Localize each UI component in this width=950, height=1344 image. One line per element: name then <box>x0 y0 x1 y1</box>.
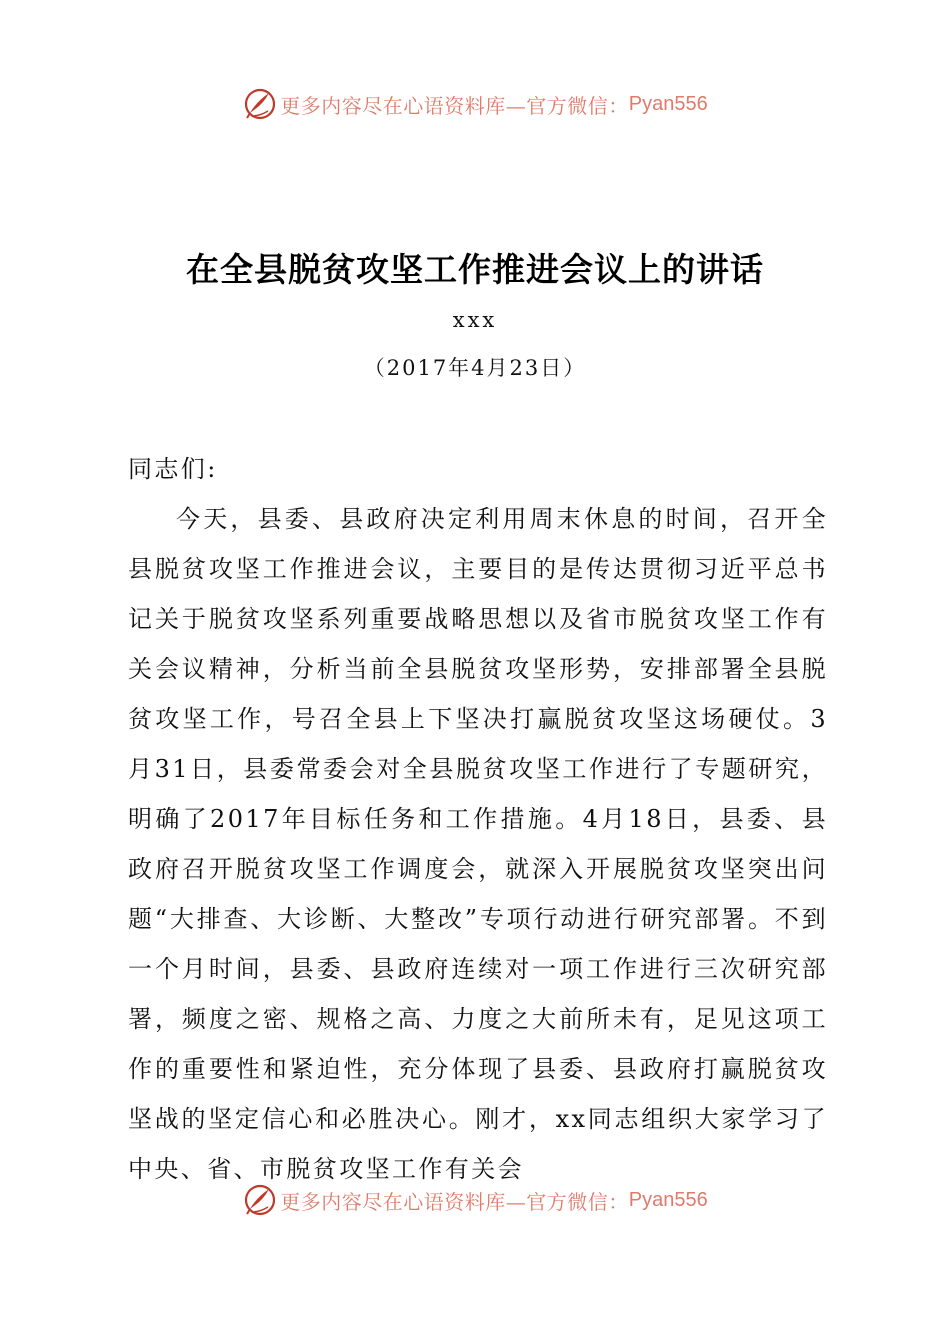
document-date: （2017年4月23日） <box>363 356 587 380</box>
watermark-text: 更多内容尽在心语资料库—官方微信： <box>280 1189 629 1214</box>
header-watermark <box>0 84 950 124</box>
quill-pen-icon <box>242 1182 278 1218</box>
footer-watermark <box>0 1180 950 1220</box>
quill-pen-icon <box>242 86 278 122</box>
watermark-id: Pyan556 <box>628 92 708 115</box>
document-author: xxx <box>452 308 498 332</box>
watermark-id: Pyan556 <box>628 1188 708 1211</box>
document-title: 在全县脱贫攻坚工作推进会议上的讲话 <box>186 250 764 289</box>
greeting: 同志们: <box>128 455 218 483</box>
watermark-text: 更多内容尽在心语资料库—官方微信： <box>280 93 629 118</box>
body-paragraph: 今天，县委、县政府决定利用周末休息的时间，召开全县脱贫攻坚工作推进会议，主要目的是传达贯彻习近平总书记关于脱贫攻坚系列重要战略思想以及省市脱贫攻坚工作有关会议精神，分析当前全县脱贫攻坚形势，安排部署全县脱贫攻坚工作，号召全县上下坚决打赢脱贫攻坚这场硬仗。3月31日，县委常委会对全县脱贫攻坚工作进行了专题研究，明确了2017年目标任务和工作措施。4月18日，县委、县政府召开脱贫攻坚工作调度会，就深入开展脱贫攻坚突出问题“大排查、大诊断、大整改”专项行动进行研究部署。不到一个月时间，县委、县政府连续对一项工作进行三次研究部署，频度之密、规格之高、力度之大前所未有，足见这项工作的重要性和紧迫性，充分体现了县委、县政府打赢脱贫攻坚战的坚定信心和必胜决心。刚才，xx同志组织大家学习了中央、省、市脱贫攻坚工作有关会 <box>128 505 828 1183</box>
document-body <box>128 444 828 1194</box>
